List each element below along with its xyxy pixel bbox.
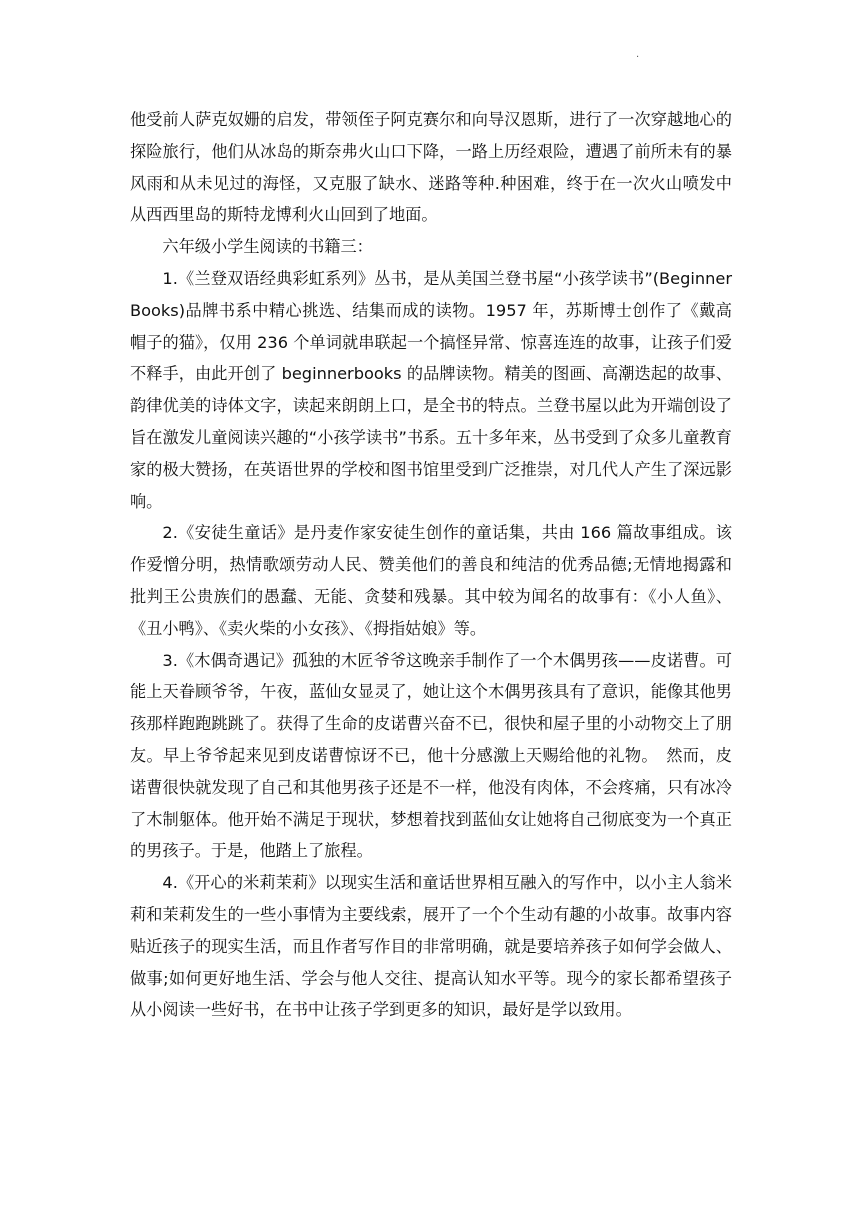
paragraph-pinocchio: 3.《木偶奇遇记》孤独的木匠爷爷这晚亲手制作了一个木偶男孩——皮诺曹。可能上天眷顾爷爷，午夜，蓝仙女显灵了，她让这个木偶男孩具有了意识，能像其他男孩那样跑跑跳跳了。获得了生命的皮诺曹兴奋不已，很快和屋子里的小动物交上了朋友。早上爷爷起来见到皮诺曹惊讶不已，他十分感激上天赐给他的礼物。 然而，皮诺曹很快就发现了自己和其他男孩子还是不一样，他没有肉体，不会疼痛，只有冰冷了木制躯体。他开始不满足于现状，梦想着找到蓝仙女让她将自己彻底变为一个真正的男孩子。于是，他踏上了旅程。: [130, 650, 732, 861]
document-body: [130, 104, 732, 1026]
page-corner-mark: ·: [636, 52, 640, 63]
paragraph-milly-molly: 4.《开心的米莉茉莉》以现实生活和童话世界相互融入的写作中，以小主人翁米莉和茉莉发生的一些小事情为主要线索，展开了一个个生动有趣的小故事。故事内容贴近孩子的现实生活，而且作者写作目的非常明确，就是要培养孩子如何学会做人、做事;如何更好地生活、学会与他人交往、提高认知水平等。现今的家长都希望孩子从小阅读一些好书，在书中让孩子学到更多的知识，最好是学以致用。: [130, 873, 732, 1020]
section-heading-books-three: 六年级小学生阅读的书籍三：: [162, 237, 373, 257]
paragraph-journey-to-center: 他受前人萨克奴姗的启发，带领侄子阿克赛尔和向导汉恩斯，进行了一次穿越地心的探险旅行，他们从冰岛的斯奈弗火山口下降，一路上历经艰险，遭遇了前所未有的暴风雨和从未见过的海怪，又克服了缺水、迷路等种.种困难，终于在一次火山喷发中从西西里岛的斯特龙博利火山回到了地面。: [130, 110, 732, 225]
paragraph-random-house-series: 1.《兰登双语经典彩虹系列》丛书，是从美国兰登书屋“小孩学读书”(BeginnerBooks)品牌书系中精心挑选、结集而成的读物。1957 年，苏斯博士创作了《戴高帽子的猫》，仅用 236 个单词就串联起一个搞怪异常、惊喜连连的故事，让孩子们爱不释手，由此开创了 beginnerbooks 的品牌读物。精美的图画、高潮迭起的故事、韵律优美的诗体文字，读起来朗朗上口，是全书的特点。兰登书屋以此为开端创设了旨在激发儿童阅读兴趣的“小孩学读书”书系。五十多年来，丛书受到了众多儿童教育家的极大赞扬，在英语世界的学校和图书馆里受到广泛推崇，对几代人产生了深远影响。: [130, 268, 732, 511]
paragraph-andersen-fairy-tales: 2.《安徒生童话》是丹麦作家安徒生创作的童话集，共由 166 篇故事组成。该作爱憎分明，热情歌颂劳动人民、赞美他们的善良和纯洁的优秀品德;无情地揭露和批判王公贵族们的愚蠢、无能、贪婪和残暴。其中较为闻名的故事有：《小人鱼》、《丑小鸭》、《卖火柴的小女孩》、《拇指姑娘》等。: [130, 523, 732, 638]
